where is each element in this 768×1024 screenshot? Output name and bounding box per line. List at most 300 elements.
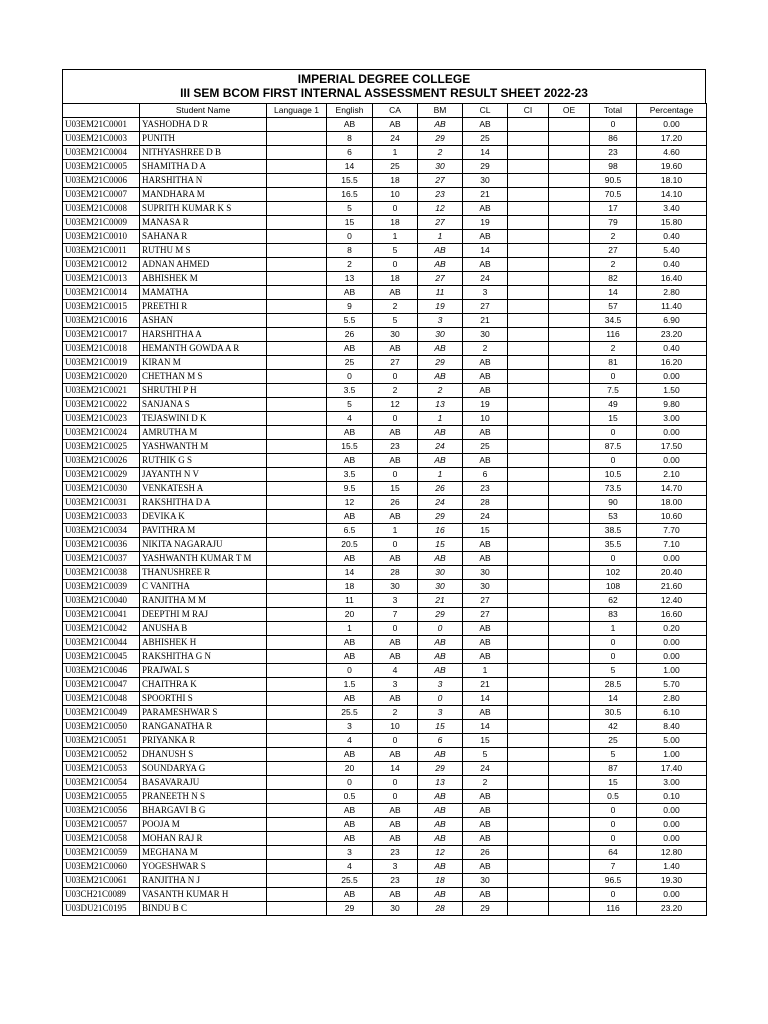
language1-mark bbox=[267, 356, 327, 370]
oe-mark bbox=[549, 776, 590, 790]
total-mark: 87.5 bbox=[590, 440, 637, 454]
cl-mark: 21 bbox=[463, 188, 508, 202]
ca-mark: 23 bbox=[373, 874, 418, 888]
bm-mark: 15 bbox=[418, 720, 463, 734]
bm-mark: AB bbox=[418, 804, 463, 818]
sheet-header bbox=[62, 69, 706, 103]
reg-number: U03EM21C0030 bbox=[63, 482, 140, 496]
language1-mark bbox=[267, 300, 327, 314]
total-mark: 27 bbox=[590, 244, 637, 258]
cl-mark: 14 bbox=[463, 720, 508, 734]
ca-mark: 0 bbox=[373, 202, 418, 216]
percentage: 17.40 bbox=[637, 762, 707, 776]
ca-mark: 10 bbox=[373, 188, 418, 202]
reg-number: U03EM21C0039 bbox=[63, 580, 140, 594]
ca-mark: AB bbox=[373, 832, 418, 846]
percentage: 2.80 bbox=[637, 286, 707, 300]
total-mark: 0 bbox=[590, 650, 637, 664]
student-name: ANUSHA B bbox=[140, 622, 267, 636]
table-row bbox=[63, 146, 707, 160]
oe-mark bbox=[549, 244, 590, 258]
percentage: 2.10 bbox=[637, 468, 707, 482]
student-name: PREETHI R bbox=[140, 300, 267, 314]
oe-mark bbox=[549, 118, 590, 132]
language1-mark bbox=[267, 888, 327, 902]
ca-mark: 28 bbox=[373, 566, 418, 580]
ci-mark bbox=[508, 426, 549, 440]
bm-mark: AB bbox=[418, 454, 463, 468]
table-row bbox=[63, 160, 707, 174]
cl-mark: AB bbox=[463, 888, 508, 902]
student-name: TEJASWINI D K bbox=[140, 412, 267, 426]
total-mark: 1 bbox=[590, 622, 637, 636]
cl-mark: 30 bbox=[463, 580, 508, 594]
language1-mark bbox=[267, 678, 327, 692]
ci-mark bbox=[508, 790, 549, 804]
student-name: ABHISHEK H bbox=[140, 636, 267, 650]
english-mark: 3 bbox=[327, 846, 373, 860]
ca-mark: 0 bbox=[373, 538, 418, 552]
total-mark: 0 bbox=[590, 552, 637, 566]
percentage: 1.40 bbox=[637, 860, 707, 874]
english-mark: 13 bbox=[327, 272, 373, 286]
ca-mark: 2 bbox=[373, 300, 418, 314]
percentage: 0.40 bbox=[637, 258, 707, 272]
english-mark: 25 bbox=[327, 356, 373, 370]
total-mark: 0 bbox=[590, 804, 637, 818]
student-name: PRAJWAL S bbox=[140, 664, 267, 678]
reg-number: U03EM21C0061 bbox=[63, 874, 140, 888]
cl-mark: 27 bbox=[463, 594, 508, 608]
english-mark: AB bbox=[327, 650, 373, 664]
cl-mark: AB bbox=[463, 230, 508, 244]
language1-mark bbox=[267, 440, 327, 454]
ca-mark: 23 bbox=[373, 440, 418, 454]
percentage: 0.00 bbox=[637, 370, 707, 384]
oe-mark bbox=[549, 384, 590, 398]
english-mark: 0.5 bbox=[327, 790, 373, 804]
bm-mark: 29 bbox=[418, 356, 463, 370]
percentage: 18.00 bbox=[637, 496, 707, 510]
language1-mark bbox=[267, 706, 327, 720]
student-name: YOGESHWAR S bbox=[140, 860, 267, 874]
student-name: NITHYASHREE D B bbox=[140, 146, 267, 160]
table-row bbox=[63, 454, 707, 468]
cl-mark: AB bbox=[463, 384, 508, 398]
oe-mark bbox=[549, 286, 590, 300]
ca-mark: 1 bbox=[373, 230, 418, 244]
percentage: 7.10 bbox=[637, 538, 707, 552]
table-row bbox=[63, 832, 707, 846]
bm-mark: 13 bbox=[418, 776, 463, 790]
cl-mark: 3 bbox=[463, 286, 508, 300]
student-name: RAKSHITHA G N bbox=[140, 650, 267, 664]
reg-number: U03EM21C0054 bbox=[63, 776, 140, 790]
language1-mark bbox=[267, 314, 327, 328]
ci-mark bbox=[508, 762, 549, 776]
table-row bbox=[63, 762, 707, 776]
reg-number: U03EM21C0024 bbox=[63, 426, 140, 440]
oe-mark bbox=[549, 174, 590, 188]
percentage: 8.40 bbox=[637, 720, 707, 734]
student-name: KIRAN M bbox=[140, 356, 267, 370]
bm-mark: 3 bbox=[418, 706, 463, 720]
cl-mark: AB bbox=[463, 538, 508, 552]
bm-mark: 29 bbox=[418, 132, 463, 146]
student-name: BASAVARAJU bbox=[140, 776, 267, 790]
table-row bbox=[63, 286, 707, 300]
language1-mark bbox=[267, 216, 327, 230]
language1-mark bbox=[267, 622, 327, 636]
english-mark: AB bbox=[327, 888, 373, 902]
english-mark: 11 bbox=[327, 594, 373, 608]
english-mark: 18 bbox=[327, 580, 373, 594]
percentage: 0.40 bbox=[637, 230, 707, 244]
bm-mark: AB bbox=[418, 664, 463, 678]
cl-mark: 19 bbox=[463, 216, 508, 230]
reg-number: U03EM21C0050 bbox=[63, 720, 140, 734]
total-mark: 108 bbox=[590, 580, 637, 594]
table-row bbox=[63, 552, 707, 566]
ca-mark: 27 bbox=[373, 356, 418, 370]
ca-mark: 2 bbox=[373, 384, 418, 398]
english-mark: 4 bbox=[327, 734, 373, 748]
oe-mark bbox=[549, 468, 590, 482]
reg-number: U03EM21C0034 bbox=[63, 524, 140, 538]
percentage: 0.00 bbox=[637, 804, 707, 818]
total-mark: 116 bbox=[590, 328, 637, 342]
oe-mark bbox=[549, 538, 590, 552]
percentage: 10.60 bbox=[637, 510, 707, 524]
oe-mark bbox=[549, 622, 590, 636]
ca-mark: 4 bbox=[373, 664, 418, 678]
language1-mark bbox=[267, 524, 327, 538]
ci-mark bbox=[508, 342, 549, 356]
percentage: 0.00 bbox=[637, 636, 707, 650]
english-mark: 1 bbox=[327, 622, 373, 636]
reg-number: U03EM21C0059 bbox=[63, 846, 140, 860]
cl-mark: 5 bbox=[463, 748, 508, 762]
table-row bbox=[63, 118, 707, 132]
reg-number: U03DU21C0195 bbox=[63, 902, 140, 916]
english-mark: AB bbox=[327, 804, 373, 818]
table-body bbox=[63, 118, 707, 916]
language1-mark bbox=[267, 776, 327, 790]
reg-number: U03EM21C0031 bbox=[63, 496, 140, 510]
table-row bbox=[63, 216, 707, 230]
oe-mark bbox=[549, 454, 590, 468]
oe-mark bbox=[549, 188, 590, 202]
student-name: BINDU B C bbox=[140, 902, 267, 916]
table-row bbox=[63, 902, 707, 916]
cl-mark: AB bbox=[463, 804, 508, 818]
percentage: 15.80 bbox=[637, 216, 707, 230]
ci-mark bbox=[508, 216, 549, 230]
oe-mark bbox=[549, 426, 590, 440]
language1-mark bbox=[267, 118, 327, 132]
oe-mark bbox=[549, 300, 590, 314]
total-mark: 0 bbox=[590, 454, 637, 468]
language1-mark bbox=[267, 202, 327, 216]
english-mark: 5.5 bbox=[327, 314, 373, 328]
reg-number: U03EM21C0055 bbox=[63, 790, 140, 804]
oe-mark bbox=[549, 272, 590, 286]
bm-mark: AB bbox=[418, 244, 463, 258]
ci-mark bbox=[508, 356, 549, 370]
bm-mark: 1 bbox=[418, 412, 463, 426]
cl-mark: 15 bbox=[463, 734, 508, 748]
language1-mark bbox=[267, 762, 327, 776]
student-name: SPOORTHI S bbox=[140, 692, 267, 706]
language1-mark bbox=[267, 860, 327, 874]
oe-mark bbox=[549, 902, 590, 916]
percentage: 17.20 bbox=[637, 132, 707, 146]
english-mark: AB bbox=[327, 832, 373, 846]
cl-mark: 30 bbox=[463, 174, 508, 188]
percentage: 19.60 bbox=[637, 160, 707, 174]
language1-mark bbox=[267, 818, 327, 832]
table-row bbox=[63, 636, 707, 650]
student-name: MEGHANA M bbox=[140, 846, 267, 860]
reg-number: U03EM21C0052 bbox=[63, 748, 140, 762]
ca-mark: 30 bbox=[373, 580, 418, 594]
column-header: BM bbox=[418, 104, 463, 118]
reg-number: U03EM21C0014 bbox=[63, 286, 140, 300]
student-name: SOUNDARYA G bbox=[140, 762, 267, 776]
student-name: SANJANA S bbox=[140, 398, 267, 412]
total-mark: 87 bbox=[590, 762, 637, 776]
ci-mark bbox=[508, 328, 549, 342]
bm-mark: AB bbox=[418, 860, 463, 874]
table-row bbox=[63, 888, 707, 902]
ci-mark bbox=[508, 776, 549, 790]
student-name: PARAMESHWAR S bbox=[140, 706, 267, 720]
language1-mark bbox=[267, 286, 327, 300]
bm-mark: 26 bbox=[418, 482, 463, 496]
ca-mark: 30 bbox=[373, 902, 418, 916]
english-mark: 8 bbox=[327, 132, 373, 146]
reg-number: U03EM21C0008 bbox=[63, 202, 140, 216]
ca-mark: AB bbox=[373, 692, 418, 706]
oe-mark bbox=[549, 790, 590, 804]
bm-mark: 3 bbox=[418, 678, 463, 692]
bm-mark: AB bbox=[418, 650, 463, 664]
column-header bbox=[63, 104, 140, 118]
student-name: PAVITHRA M bbox=[140, 524, 267, 538]
bm-mark: 30 bbox=[418, 328, 463, 342]
total-mark: 0 bbox=[590, 888, 637, 902]
student-name: DHANUSH S bbox=[140, 748, 267, 762]
percentage: 0.00 bbox=[637, 888, 707, 902]
total-mark: 53 bbox=[590, 510, 637, 524]
cl-mark: 21 bbox=[463, 678, 508, 692]
ci-mark bbox=[508, 412, 549, 426]
bm-mark: 24 bbox=[418, 440, 463, 454]
english-mark: 9.5 bbox=[327, 482, 373, 496]
ca-mark: 0 bbox=[373, 622, 418, 636]
oe-mark bbox=[549, 650, 590, 664]
english-mark: AB bbox=[327, 818, 373, 832]
ci-mark bbox=[508, 468, 549, 482]
language1-mark bbox=[267, 790, 327, 804]
table-row bbox=[63, 622, 707, 636]
student-name: NIKITA NAGARAJU bbox=[140, 538, 267, 552]
cl-mark: 10 bbox=[463, 412, 508, 426]
ci-mark bbox=[508, 552, 549, 566]
language1-mark bbox=[267, 804, 327, 818]
english-mark: 0 bbox=[327, 230, 373, 244]
reg-number: U03EM21C0040 bbox=[63, 594, 140, 608]
bm-mark: 1 bbox=[418, 468, 463, 482]
bm-mark: 6 bbox=[418, 734, 463, 748]
ca-mark: AB bbox=[373, 426, 418, 440]
english-mark: 9 bbox=[327, 300, 373, 314]
bm-mark: AB bbox=[418, 636, 463, 650]
reg-number: U03EM21C0022 bbox=[63, 398, 140, 412]
total-mark: 79 bbox=[590, 216, 637, 230]
ca-mark: 0 bbox=[373, 412, 418, 426]
english-mark: 15 bbox=[327, 216, 373, 230]
cl-mark: 30 bbox=[463, 328, 508, 342]
reg-number: U03EM21C0053 bbox=[63, 762, 140, 776]
total-mark: 25 bbox=[590, 734, 637, 748]
ci-mark bbox=[508, 748, 549, 762]
percentage: 1.00 bbox=[637, 748, 707, 762]
ca-mark: 2 bbox=[373, 706, 418, 720]
oe-mark bbox=[549, 804, 590, 818]
ci-mark bbox=[508, 650, 549, 664]
ca-mark: 10 bbox=[373, 720, 418, 734]
language1-mark bbox=[267, 160, 327, 174]
table-row bbox=[63, 496, 707, 510]
english-mark: AB bbox=[327, 552, 373, 566]
language1-mark bbox=[267, 832, 327, 846]
bm-mark: AB bbox=[418, 818, 463, 832]
reg-number: U03EM21C0018 bbox=[63, 342, 140, 356]
student-name: MANDHARA M bbox=[140, 188, 267, 202]
percentage: 0.20 bbox=[637, 622, 707, 636]
english-mark: 20.5 bbox=[327, 538, 373, 552]
oe-mark bbox=[549, 832, 590, 846]
ci-mark bbox=[508, 286, 549, 300]
english-mark: 4 bbox=[327, 860, 373, 874]
reg-number: U03EM21C0013 bbox=[63, 272, 140, 286]
ci-mark bbox=[508, 160, 549, 174]
ca-mark: 0 bbox=[373, 370, 418, 384]
cl-mark: 26 bbox=[463, 846, 508, 860]
cl-mark: 25 bbox=[463, 132, 508, 146]
ci-mark bbox=[508, 664, 549, 678]
ci-mark bbox=[508, 482, 549, 496]
english-mark: 4 bbox=[327, 412, 373, 426]
english-mark: 20 bbox=[327, 762, 373, 776]
english-mark: 12 bbox=[327, 496, 373, 510]
bm-mark: 19 bbox=[418, 300, 463, 314]
cl-mark: AB bbox=[463, 860, 508, 874]
language1-mark bbox=[267, 510, 327, 524]
bm-mark: 29 bbox=[418, 608, 463, 622]
table-row bbox=[63, 580, 707, 594]
cl-mark: AB bbox=[463, 426, 508, 440]
language1-mark bbox=[267, 412, 327, 426]
table-row bbox=[63, 804, 707, 818]
total-mark: 86 bbox=[590, 132, 637, 146]
oe-mark bbox=[549, 230, 590, 244]
bm-mark: 18 bbox=[418, 874, 463, 888]
table-row bbox=[63, 370, 707, 384]
percentage: 21.60 bbox=[637, 580, 707, 594]
table-row bbox=[63, 678, 707, 692]
oe-mark bbox=[549, 566, 590, 580]
bm-mark: 0 bbox=[418, 622, 463, 636]
student-name: VENKATESH A bbox=[140, 482, 267, 496]
language1-mark bbox=[267, 398, 327, 412]
language1-mark bbox=[267, 874, 327, 888]
ca-mark: 5 bbox=[373, 314, 418, 328]
percentage: 0.00 bbox=[637, 426, 707, 440]
table-row bbox=[63, 860, 707, 874]
ci-mark bbox=[508, 510, 549, 524]
cl-mark: 24 bbox=[463, 272, 508, 286]
total-mark: 0 bbox=[590, 832, 637, 846]
total-mark: 14 bbox=[590, 286, 637, 300]
reg-number: U03EM21C0042 bbox=[63, 622, 140, 636]
column-header: Total bbox=[590, 104, 637, 118]
oe-mark bbox=[549, 748, 590, 762]
percentage: 0.00 bbox=[637, 818, 707, 832]
column-header: CA bbox=[373, 104, 418, 118]
student-name: RUTHU M S bbox=[140, 244, 267, 258]
ci-mark bbox=[508, 496, 549, 510]
percentage: 16.20 bbox=[637, 356, 707, 370]
total-mark: 42 bbox=[590, 720, 637, 734]
oe-mark bbox=[549, 580, 590, 594]
bm-mark: 12 bbox=[418, 202, 463, 216]
ci-mark bbox=[508, 580, 549, 594]
reg-number: U03EM21C0021 bbox=[63, 384, 140, 398]
total-mark: 0 bbox=[590, 818, 637, 832]
cl-mark: 27 bbox=[463, 300, 508, 314]
cl-mark: AB bbox=[463, 706, 508, 720]
language1-mark bbox=[267, 384, 327, 398]
bm-mark: AB bbox=[418, 552, 463, 566]
bm-mark: AB bbox=[418, 832, 463, 846]
english-mark: 1.5 bbox=[327, 678, 373, 692]
bm-mark: 0 bbox=[418, 692, 463, 706]
oe-mark bbox=[549, 440, 590, 454]
total-mark: 30.5 bbox=[590, 706, 637, 720]
oe-mark bbox=[549, 692, 590, 706]
english-mark: 29 bbox=[327, 902, 373, 916]
percentage: 17.50 bbox=[637, 440, 707, 454]
ca-mark: 0 bbox=[373, 734, 418, 748]
total-mark: 28.5 bbox=[590, 678, 637, 692]
bm-mark: AB bbox=[418, 118, 463, 132]
student-name: CHAITHRA K bbox=[140, 678, 267, 692]
student-name: MAMATHA bbox=[140, 286, 267, 300]
language1-mark bbox=[267, 664, 327, 678]
total-mark: 2 bbox=[590, 230, 637, 244]
bm-mark: 2 bbox=[418, 146, 463, 160]
english-mark: 15.5 bbox=[327, 174, 373, 188]
reg-number: U03EM21C0036 bbox=[63, 538, 140, 552]
reg-number: U03EM21C0041 bbox=[63, 608, 140, 622]
student-name: SAHANA R bbox=[140, 230, 267, 244]
ca-mark: 7 bbox=[373, 608, 418, 622]
english-mark: 0 bbox=[327, 776, 373, 790]
ca-mark: 24 bbox=[373, 132, 418, 146]
language1-mark bbox=[267, 468, 327, 482]
